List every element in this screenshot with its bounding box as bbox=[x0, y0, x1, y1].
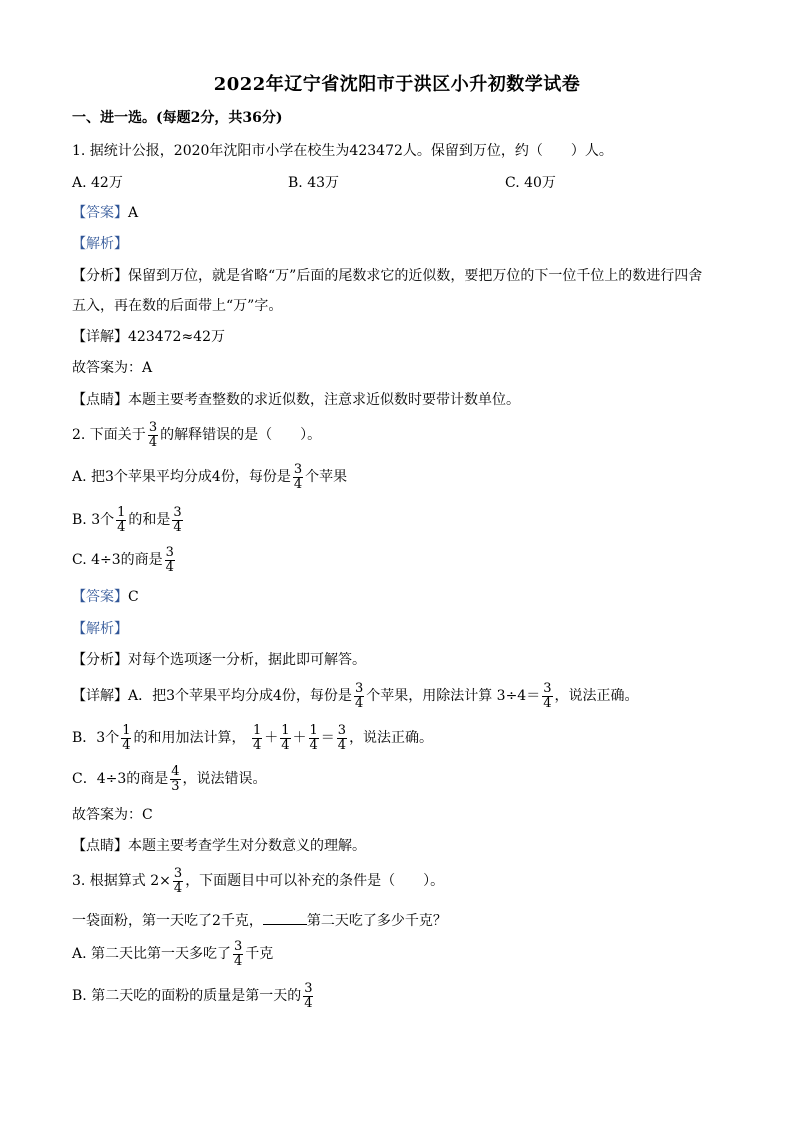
q1-final-answer: 故答案为：A bbox=[72, 360, 153, 376]
fraction-3-4: $\frac{3}{4}$ bbox=[148, 419, 158, 450]
question-1-stem: 1. 据统计公报，2020年沈阳市小学在校生为423472人。保留到万位，约（ ）人。 bbox=[72, 143, 613, 159]
q1-answer bbox=[72, 203, 138, 223]
q1-dianjing bbox=[72, 390, 520, 410]
q2-dianjing bbox=[72, 836, 366, 856]
q2-stem-pre: 2. 下面关于 bbox=[72, 427, 146, 443]
answer-tag: 【答案】 bbox=[72, 589, 128, 605]
fraction-1-4: $\frac{1}{4}$ bbox=[117, 504, 126, 535]
section-heading: 一、进一选。(每题2分，共36分) bbox=[72, 110, 283, 126]
q1-option-a: A. 42万 bbox=[72, 175, 123, 191]
page-title: 2022年辽宁省沈阳市于洪区小升初数学试卷 bbox=[213, 74, 581, 95]
fraction-3-4: $\frac{3}{4}$ bbox=[354, 680, 364, 711]
fill-in-blank bbox=[263, 910, 307, 925]
xiangjie-tag: 【详解】 bbox=[72, 688, 128, 704]
q2-fenxi bbox=[72, 650, 366, 670]
fraction-3-4: $\frac{3}{4}$ bbox=[543, 680, 552, 711]
answer-tag: 【答案】 bbox=[72, 205, 128, 221]
q1-option-c: C. 40万 bbox=[505, 175, 556, 191]
fraction-1-4: $\frac{1}{4}$ bbox=[281, 722, 290, 753]
fraction-3-4: $\frac{3}{4}$ bbox=[304, 980, 313, 1011]
q1-fenxi-line2: 五入，再在数的后面带上“万”字。 bbox=[72, 298, 283, 314]
fraction-4-3: $\frac{4}{3}$ bbox=[171, 763, 180, 794]
q2-analysis-tag bbox=[72, 619, 128, 639]
q3-option-a: A. 第二天比第一天多吃了 $\frac{3}{4}$ 千克 bbox=[72, 938, 274, 969]
q1-xiangjie bbox=[72, 327, 225, 347]
q3-option-b: B. 第二天吃的面粉的质量是第一天的 $\frac{3}{4}$ bbox=[72, 980, 313, 1011]
q2-answer bbox=[72, 587, 139, 607]
xiangjie-tag: 【详解】 bbox=[72, 329, 128, 345]
analysis-tag: 【解析】 bbox=[72, 236, 128, 252]
xiangjie-text: 423472≈42万 bbox=[128, 329, 225, 345]
fraction-3-4: $\frac{3}{4}$ bbox=[173, 504, 182, 535]
dianjing-tag: 【点睛】 bbox=[72, 838, 128, 854]
q2-option-c: C. 4÷3的商是 $\frac{3}{4}$ bbox=[72, 544, 174, 575]
q1-fenxi-line1 bbox=[72, 266, 702, 286]
q3-problem: 一袋面粉，第一天吃了2千克， 第二天吃了多少千克？ bbox=[72, 910, 447, 931]
analysis-tag: 【解析】 bbox=[72, 621, 128, 637]
q2-stem-post: 的解释错误的是（ ）。 bbox=[160, 427, 322, 443]
fraction-3-4: $\frac{3}{4}$ bbox=[173, 865, 183, 896]
fenxi-tag: 【分析】 bbox=[72, 652, 128, 668]
fraction-3-4: $\frac{3}{4}$ bbox=[337, 722, 347, 753]
question-3-stem: 3. 根据算式 2× $\frac{3}{4}$ ，下面题目中可以补充的条件是（ ）。 bbox=[72, 865, 445, 896]
q1-option-b: B. 43万 bbox=[288, 175, 340, 191]
q2-option-a: A. 把3个苹果平均分成4份，每份是 $\frac{3}{4}$ 个苹果 bbox=[72, 461, 348, 492]
q2-xiangjie-b: B．3个 $\frac{1}{4}$ 的和用加法计算， $\frac{1}{4}$ ＋ $\frac{1}{4}$ ＋ $\frac{1}{4}$ ＝ $\frac{3}{4}$ ，说法正确。 bbox=[72, 722, 434, 753]
dianjing-text: 本题主要考查整数的求近似数，注意求近似数时要带计数单位。 bbox=[128, 392, 520, 408]
fraction-1-4: $\frac{1}{4}$ bbox=[309, 722, 318, 753]
fraction-3-4: $\frac{3}{4}$ bbox=[165, 544, 174, 575]
fenxi-tag: 【分析】 bbox=[72, 268, 128, 284]
fraction-1-4: $\frac{1}{4}$ bbox=[252, 722, 262, 753]
fenxi-text: 对每个选项逐一分析，据此即可解答。 bbox=[128, 652, 366, 668]
q2-final-answer: 故答案为：C bbox=[72, 807, 153, 823]
q2-xiangjie-c: C．4÷3的商是 $\frac{4}{3}$ ，说法错误。 bbox=[72, 763, 267, 794]
q2-option-b: B. 3个 $\frac{1}{4}$ 的和是 $\frac{3}{4}$ bbox=[72, 504, 182, 535]
fraction-1-4: $\frac{1}{4}$ bbox=[122, 722, 131, 753]
question-2-stem bbox=[72, 420, 321, 450]
answer-value: A bbox=[128, 205, 139, 221]
fraction-3-4: $\frac{3}{4}$ bbox=[293, 461, 303, 492]
fraction-3-4: $\frac{3}{4}$ bbox=[234, 938, 243, 969]
dianjing-text: 本题主要考查学生对分数意义的理解。 bbox=[128, 838, 366, 854]
fenxi-text: 保留到万位，就是省略“万”后面的尾数求它的近似数，要把万位的下一位千位上的数进行四舍 bbox=[128, 268, 703, 284]
q1-analysis-tag bbox=[72, 234, 128, 254]
answer-value: C bbox=[128, 589, 139, 605]
dianjing-tag: 【点睛】 bbox=[72, 392, 128, 408]
q2-xiangjie-a: 【详解】A．把3个苹果平均分成4份，每份是 $\frac{3}{4}$ 个苹果，用除法计算 3÷4＝ $\frac{3}{4}$ ，说法正确。 bbox=[72, 680, 639, 711]
